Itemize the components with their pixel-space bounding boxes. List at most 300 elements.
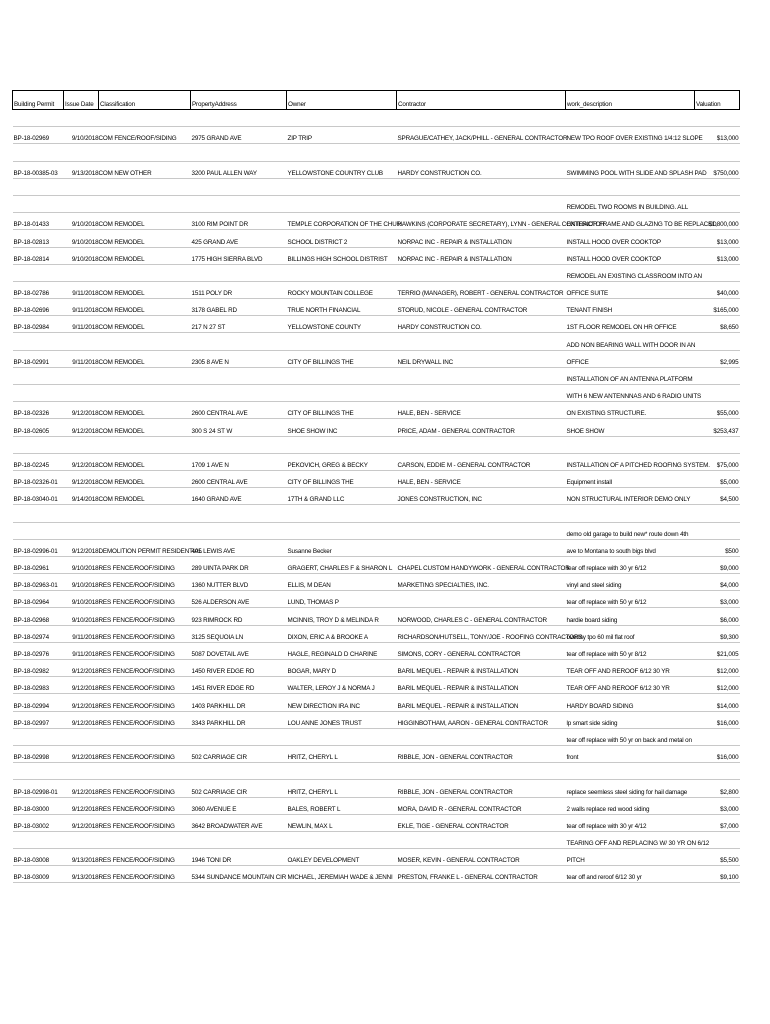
issue-date-cell: 9/10/2018 [64, 247, 99, 264]
permit-cell [13, 144, 64, 161]
permit-cell: BP-18-02326-01 [13, 470, 64, 487]
contractor-cell: NORWOOD, CHARLES C - GENERAL CONTRACTOR [397, 608, 566, 625]
table-row [13, 161, 740, 178]
contractor-cell [397, 522, 566, 539]
permit-cell: BP-18-02983 [13, 677, 64, 694]
permit-cell: BP-18-02984 [13, 316, 64, 333]
work-description-cell: INSTALL HOOD OVER COOKTOP [566, 247, 695, 264]
table-row [13, 797, 740, 814]
owner-cell [287, 264, 397, 281]
permit-cell: BP-18-02786 [13, 281, 64, 298]
valuation-cell [695, 333, 740, 350]
issue-date-cell: 9/11/2018 [64, 281, 99, 298]
col-header-issue-date: Issue Date [64, 91, 99, 110]
issue-date-cell: 9/10/2018 [64, 591, 99, 608]
valuation-cell [695, 367, 740, 384]
table-row [13, 178, 740, 195]
work-description-cell: front [566, 745, 695, 762]
permit-cell [13, 522, 64, 539]
table-row [13, 264, 740, 281]
owner-cell [287, 178, 397, 195]
contractor-cell: RIBBLE, JON - GENERAL CONTRACTOR [397, 780, 566, 797]
work-description-cell: tear off and reroof 6/12 30 yr [566, 866, 695, 883]
valuation-cell: $6,000 [695, 608, 740, 625]
owner-cell [287, 831, 397, 848]
col-header-work-description: work_description [566, 91, 695, 110]
classification-cell: COM REMODEL [99, 213, 191, 230]
permit-cell: BP-18-02976 [13, 642, 64, 659]
contractor-cell: MORA, DAVID R - GENERAL CONTRACTOR [397, 797, 566, 814]
table-row [13, 745, 740, 762]
issue-date-cell [64, 385, 99, 402]
table-row [13, 780, 740, 797]
permits-table-body [13, 110, 740, 883]
address-cell [191, 264, 287, 281]
table-row [13, 230, 740, 247]
permit-cell [13, 264, 64, 281]
address-cell [191, 505, 287, 522]
table-row [13, 849, 740, 866]
issue-date-cell: 9/12/2018 [64, 402, 99, 419]
classification-cell: COM REMODEL [99, 470, 191, 487]
permit-cell: BP-18-02974 [13, 625, 64, 642]
issue-date-cell [64, 367, 99, 384]
address-cell: 502 CARRIAGE CIR [191, 780, 287, 797]
owner-cell [287, 728, 397, 745]
work-description-cell: overlay tpo 60 mil flat roof [566, 625, 695, 642]
table-row [13, 470, 740, 487]
valuation-cell: $3,000 [695, 591, 740, 608]
contractor-cell: RICHARDSON/HUTSELL, TONY/JOE - ROOFING CONTRACTORS [397, 625, 566, 642]
table-row [13, 385, 740, 402]
work-description-cell [566, 110, 695, 127]
owner-cell [287, 367, 397, 384]
owner-cell: YELLOWSTONE COUNTRY CLUB [287, 161, 397, 178]
table-row [13, 436, 740, 453]
classification-cell: RES FENCE/ROOF/SIDING [99, 574, 191, 591]
classification-cell: COM REMODEL [99, 350, 191, 367]
issue-date-cell: 9/11/2018 [64, 350, 99, 367]
address-cell [191, 763, 287, 780]
classification-cell [99, 110, 191, 127]
contractor-cell: NEIL DRYWALL INC [397, 350, 566, 367]
work-description-cell: TEAR OFF AND REROOF 6/12 30 YR [566, 677, 695, 694]
classification-cell: COM REMODEL [99, 453, 191, 470]
table-row [13, 642, 740, 659]
owner-cell: ZIP TRIP [287, 127, 397, 144]
valuation-cell: $8,650 [695, 316, 740, 333]
valuation-cell [695, 505, 740, 522]
contractor-cell: PRESTON, FRANKE L - GENERAL CONTRACTOR [397, 866, 566, 883]
permit-cell [13, 831, 64, 848]
work-description-cell [566, 505, 695, 522]
permit-cell: BP-18-02696 [13, 299, 64, 316]
valuation-cell: $2,800 [695, 780, 740, 797]
table-row [13, 522, 740, 539]
issue-date-cell: 9/10/2018 [64, 574, 99, 591]
contractor-cell: JONES CONSTRUCTION, INC [397, 488, 566, 505]
permit-cell: BP-18-02813 [13, 230, 64, 247]
address-cell: 2600 CENTRAL AVE [191, 470, 287, 487]
address-cell: 3642 BROADWATER AVE [191, 814, 287, 831]
work-description-cell: tear off replace with 50 yr 6/12 [566, 591, 695, 608]
permit-cell: BP-18-02605 [13, 419, 64, 436]
classification-cell: COM REMODEL [99, 247, 191, 264]
classification-cell: RES FENCE/ROOF/SIDING [99, 677, 191, 694]
issue-date-cell: 9/14/2018 [64, 488, 99, 505]
owner-cell: ROCKY MOUNTAIN COLLEGE [287, 281, 397, 298]
owner-cell [287, 333, 397, 350]
table-row [13, 144, 740, 161]
permit-cell [13, 763, 64, 780]
address-cell: 502 CARRIAGE CIR [191, 745, 287, 762]
valuation-cell [695, 144, 740, 161]
contractor-cell: HALE, BEN - SERVICE [397, 402, 566, 419]
table-row [13, 453, 740, 470]
issue-date-cell: 9/12/2018 [64, 694, 99, 711]
address-cell [191, 333, 287, 350]
table-row [13, 110, 740, 127]
valuation-cell [695, 522, 740, 539]
classification-cell [99, 505, 191, 522]
contractor-cell: SPRAGUE/CATHEY, JACK/PHILL - GENERAL CONTRACTOR [397, 127, 566, 144]
work-description-cell: PITCH [566, 849, 695, 866]
work-description-cell: TENANT FINISH [566, 299, 695, 316]
contractor-cell: HARDY CONSTRUCTION CO. [397, 161, 566, 178]
owner-cell: NEW DIRECTION IRA INC [287, 694, 397, 711]
issue-date-cell: 9/10/2018 [64, 230, 99, 247]
permit-cell: BP-18-02326 [13, 402, 64, 419]
owner-cell: ELLIS, M DEAN [287, 574, 397, 591]
owner-cell [287, 144, 397, 161]
col-header-property-address: PropertyAddress [191, 91, 287, 110]
valuation-cell: $5,500 [695, 849, 740, 866]
valuation-cell: $4,000 [695, 574, 740, 591]
work-description-cell: tear off replace with 50 yr 8/12 [566, 642, 695, 659]
issue-date-cell [64, 333, 99, 350]
table-row [13, 281, 740, 298]
col-header-owner: Owner [287, 91, 397, 110]
owner-cell: HRITZ, CHERYL L [287, 745, 397, 762]
table-row [13, 505, 740, 522]
valuation-cell: $13,000 [695, 247, 740, 264]
classification-cell [99, 763, 191, 780]
issue-date-cell: 9/13/2018 [64, 866, 99, 883]
valuation-cell: $9,300 [695, 625, 740, 642]
work-description-cell: SWIMMING POOL WITH SLIDE AND SPLASH PAD [566, 161, 695, 178]
permit-cell: BP-18-02994 [13, 694, 64, 711]
permit-cell: BP-18-02997 [13, 711, 64, 728]
table-row [13, 247, 740, 264]
valuation-cell: $750,000 [695, 161, 740, 178]
valuation-cell: $1,800,000 [695, 213, 740, 230]
issue-date-cell: 9/12/2018 [64, 419, 99, 436]
contractor-cell: CARSON, EDDIE M - GENERAL CONTRACTOR [397, 453, 566, 470]
permit-cell: BP-18-02998 [13, 745, 64, 762]
work-description-cell: lp smart side siding [566, 711, 695, 728]
contractor-cell [397, 110, 566, 127]
classification-cell: RES FENCE/ROOF/SIDING [99, 711, 191, 728]
permit-cell: BP-18-02961 [13, 556, 64, 573]
owner-cell: CITY OF BILLINGS THE [287, 402, 397, 419]
classification-cell: RES FENCE/ROOF/SIDING [99, 591, 191, 608]
valuation-cell: $75,000 [695, 453, 740, 470]
classification-cell: RES FENCE/ROOF/SIDING [99, 780, 191, 797]
owner-cell: OAKLEY DEVELOPMENT [287, 849, 397, 866]
address-cell: 1451 RIVER EDGE RD [191, 677, 287, 694]
contractor-cell [397, 763, 566, 780]
classification-cell: COM REMODEL [99, 281, 191, 298]
address-cell: 1775 HIGH SIERRA BLVD [191, 247, 287, 264]
table-row [13, 574, 740, 591]
contractor-cell [397, 385, 566, 402]
address-cell: 3178 GABEL RD [191, 299, 287, 316]
work-description-cell: OFFICE [566, 350, 695, 367]
classification-cell: COM NEW OTHER [99, 161, 191, 178]
classification-cell [99, 333, 191, 350]
owner-cell: BILLINGS HIGH SCHOOL DISTRIST [287, 247, 397, 264]
work-description-cell: NON STRUCTURAL INTERIOR DEMO ONLY [566, 488, 695, 505]
contractor-cell [397, 264, 566, 281]
address-cell: 425 GRAND AVE [191, 230, 287, 247]
classification-cell: DEMOLITION PERMIT RESIDENTIAL [99, 539, 191, 556]
owner-cell: CITY OF BILLINGS THE [287, 470, 397, 487]
contractor-cell: BARIL MEQUEL - REPAIR & INSTALLATION [397, 694, 566, 711]
table-row [13, 419, 740, 436]
valuation-cell: $55,000 [695, 402, 740, 419]
table-row [13, 591, 740, 608]
valuation-cell [695, 763, 740, 780]
permit-cell: BP-18-02998-01 [13, 780, 64, 797]
table-row [13, 694, 740, 711]
col-header-building-permit: Building Permit [13, 91, 64, 110]
work-description-cell: INSTALL HOOD OVER COOKTOP [566, 230, 695, 247]
classification-cell: COM REMODEL [99, 230, 191, 247]
permit-cell: BP-18-02982 [13, 660, 64, 677]
work-description-cell: EXTERIOR FRAME AND GLAZING TO BE REPLACED [566, 213, 695, 230]
owner-cell: Susanne Becker [287, 539, 397, 556]
owner-cell: BALES, ROBERT L [287, 797, 397, 814]
owner-cell [287, 522, 397, 539]
owner-cell: PEKOVICH, GREG & BECKY [287, 453, 397, 470]
classification-cell [99, 385, 191, 402]
valuation-cell [695, 178, 740, 195]
classification-cell [99, 144, 191, 161]
owner-cell: LOU ANNE JONES TRUST [287, 711, 397, 728]
contractor-cell [397, 539, 566, 556]
address-cell [191, 178, 287, 195]
work-description-cell [566, 144, 695, 161]
address-cell [191, 195, 287, 212]
valuation-cell: $5,000 [695, 470, 740, 487]
owner-cell: SCHOOL DISTRICT 2 [287, 230, 397, 247]
classification-cell [99, 178, 191, 195]
header-row [13, 91, 740, 110]
valuation-cell: $16,000 [695, 745, 740, 762]
table-row [13, 402, 740, 419]
work-description-cell: 2 walls replace red wood siding [566, 797, 695, 814]
table-row [13, 556, 740, 573]
classification-cell [99, 728, 191, 745]
table-row [13, 539, 740, 556]
issue-date-cell [64, 831, 99, 848]
owner-cell: DIXON, ERIC A & BROOKE A [287, 625, 397, 642]
work-description-cell: tear off replace with 30 yr 4/12 [566, 814, 695, 831]
issue-date-cell: 9/10/2018 [64, 127, 99, 144]
permit-cell [13, 195, 64, 212]
work-description-cell: replace seemless steel siding for hail damage [566, 780, 695, 797]
address-cell: 1450 RIVER EDGE RD [191, 660, 287, 677]
table-row [13, 367, 740, 384]
contractor-cell: CHAPEL CUSTOM HANDYWORK - GENERAL CONTRACTOR [397, 556, 566, 573]
work-description-cell: REMODEL TWO ROOMS IN BUILDING. ALL [566, 195, 695, 212]
owner-cell: 17TH & GRAND LLC [287, 488, 397, 505]
owner-cell: NEWLIN, MAX L [287, 814, 397, 831]
permit-cell [13, 333, 64, 350]
table-row [13, 660, 740, 677]
contractor-cell [397, 367, 566, 384]
work-description-cell [566, 178, 695, 195]
table-row [13, 728, 740, 745]
table-row [13, 814, 740, 831]
classification-cell: COM REMODEL [99, 488, 191, 505]
classification-cell: RES FENCE/ROOF/SIDING [99, 797, 191, 814]
address-cell: 1640 GRAND AVE [191, 488, 287, 505]
work-description-cell: ave to Montana to south bigs blvd [566, 539, 695, 556]
contractor-cell: RIBBLE, JON - GENERAL CONTRACTOR [397, 745, 566, 762]
address-cell [191, 367, 287, 384]
permit-cell: BP-18-02996-01 [13, 539, 64, 556]
issue-date-cell [64, 728, 99, 745]
contractor-cell: STORUD, NICOLE - GENERAL CONTRACTOR [397, 299, 566, 316]
col-header-valuation: Valuation [695, 91, 740, 110]
owner-cell [287, 763, 397, 780]
address-cell: 3100 RIM POINT DR [191, 213, 287, 230]
valuation-cell: $3,000 [695, 797, 740, 814]
issue-date-cell: 9/12/2018 [64, 814, 99, 831]
contractor-cell: HALE, BEN - SERVICE [397, 470, 566, 487]
permit-cell: BP-18-03008 [13, 849, 64, 866]
work-description-cell: WITH 6 NEW ANTENNNAS AND 6 RADIO UNITS [566, 385, 695, 402]
address-cell: 2600 CENTRAL AVE [191, 402, 287, 419]
permit-cell: BP-18-03002 [13, 814, 64, 831]
valuation-cell: $9,000 [695, 556, 740, 573]
permit-cell: BP-18-02964 [13, 591, 64, 608]
owner-cell: HAGLE, REGINALD D CHARINE [287, 642, 397, 659]
permit-cell: BP-18-02963-01 [13, 574, 64, 591]
permit-cell: BP-18-02969 [13, 127, 64, 144]
valuation-cell [695, 195, 740, 212]
work-description-cell: Equipment install [566, 470, 695, 487]
issue-date-cell [64, 110, 99, 127]
table-row [13, 350, 740, 367]
permit-cell [13, 436, 64, 453]
classification-cell: RES FENCE/ROOF/SIDING [99, 625, 191, 642]
address-cell: 405 LEWIS AVE [191, 539, 287, 556]
contractor-cell: BARIL MEQUEL - REPAIR & INSTALLATION [397, 660, 566, 677]
issue-date-cell: 9/12/2018 [64, 711, 99, 728]
address-cell: 300 S 24 ST W [191, 419, 287, 436]
address-cell: 5087 DOVETAIL AVE [191, 642, 287, 659]
address-cell: 1403 PARKHILL DR [191, 694, 287, 711]
work-description-cell: ON EXISTING STRUCTURE. [566, 402, 695, 419]
table-row [13, 608, 740, 625]
issue-date-cell: 9/10/2018 [64, 556, 99, 573]
classification-cell [99, 831, 191, 848]
contractor-cell: BARIL MEQUEL - REPAIR & INSTALLATION [397, 677, 566, 694]
permit-cell: BP-18-02245 [13, 453, 64, 470]
table-row [13, 763, 740, 780]
address-cell: 1360 NUTTER BLVD [191, 574, 287, 591]
owner-cell: BOGAR, MARY D [287, 660, 397, 677]
issue-date-cell: 9/12/2018 [64, 780, 99, 797]
table-row [13, 213, 740, 230]
classification-cell: RES FENCE/ROOF/SIDING [99, 694, 191, 711]
address-cell: 3200 PAUL ALLEN WAY [191, 161, 287, 178]
contractor-cell [397, 436, 566, 453]
issue-date-cell: 9/11/2018 [64, 625, 99, 642]
permit-cell: BP-18-01433 [13, 213, 64, 230]
valuation-cell: $14,000 [695, 694, 740, 711]
classification-cell: RES FENCE/ROOF/SIDING [99, 814, 191, 831]
address-cell: 217 N 27 ST [191, 316, 287, 333]
owner-cell: MICHAEL, JEREMIAH WADE & JENNI [287, 866, 397, 883]
contractor-cell [397, 178, 566, 195]
table-row [13, 316, 740, 333]
work-description-cell: hardie board siding [566, 608, 695, 625]
work-description-cell: ADD NON BEARING WALL WITH DOOR IN AN [566, 333, 695, 350]
owner-cell: YELLOWSTONE COUNTY [287, 316, 397, 333]
valuation-cell: $253,437 [695, 419, 740, 436]
contractor-cell: TERRIO (MANAGER), ROBERT - GENERAL CONTRACTOR [397, 281, 566, 298]
issue-date-cell [64, 522, 99, 539]
issue-date-cell: 9/13/2018 [64, 849, 99, 866]
work-description-cell: tear off replace with 30 yr 6/12 [566, 556, 695, 573]
valuation-cell: $12,000 [695, 660, 740, 677]
issue-date-cell: 9/11/2018 [64, 316, 99, 333]
address-cell: 526 ALDERSON AVE [191, 591, 287, 608]
issue-date-cell [64, 195, 99, 212]
contractor-cell [397, 831, 566, 848]
valuation-cell: $13,000 [695, 127, 740, 144]
work-description-cell: INSTALLATION OF AN ANTENNA PLATFORM [566, 367, 695, 384]
work-description-cell: tear off replace with 50 yr on back and metal on [566, 728, 695, 745]
table-row [13, 333, 740, 350]
valuation-cell: $4,500 [695, 488, 740, 505]
classification-cell: RES FENCE/ROOF/SIDING [99, 745, 191, 762]
owner-cell [287, 110, 397, 127]
contractor-cell: NORPAC INC - REPAIR & INSTALLATION [397, 230, 566, 247]
address-cell [191, 831, 287, 848]
classification-cell: RES FENCE/ROOF/SIDING [99, 849, 191, 866]
classification-cell: COM REMODEL [99, 316, 191, 333]
permit-cell: BP-18-03000 [13, 797, 64, 814]
work-description-cell: TEAR OFF AND REROOF 6/12 30 YR [566, 660, 695, 677]
address-cell [191, 436, 287, 453]
classification-cell [99, 367, 191, 384]
classification-cell: RES FENCE/ROOF/SIDING [99, 660, 191, 677]
classification-cell [99, 195, 191, 212]
permit-cell: BP-18-03009 [13, 866, 64, 883]
permit-cell [13, 728, 64, 745]
owner-cell: LUND, THOMAS P [287, 591, 397, 608]
issue-date-cell [64, 763, 99, 780]
classification-cell: COM REMODEL [99, 419, 191, 436]
table-row [13, 625, 740, 642]
address-cell [191, 522, 287, 539]
valuation-cell: $13,000 [695, 230, 740, 247]
permit-cell [13, 110, 64, 127]
